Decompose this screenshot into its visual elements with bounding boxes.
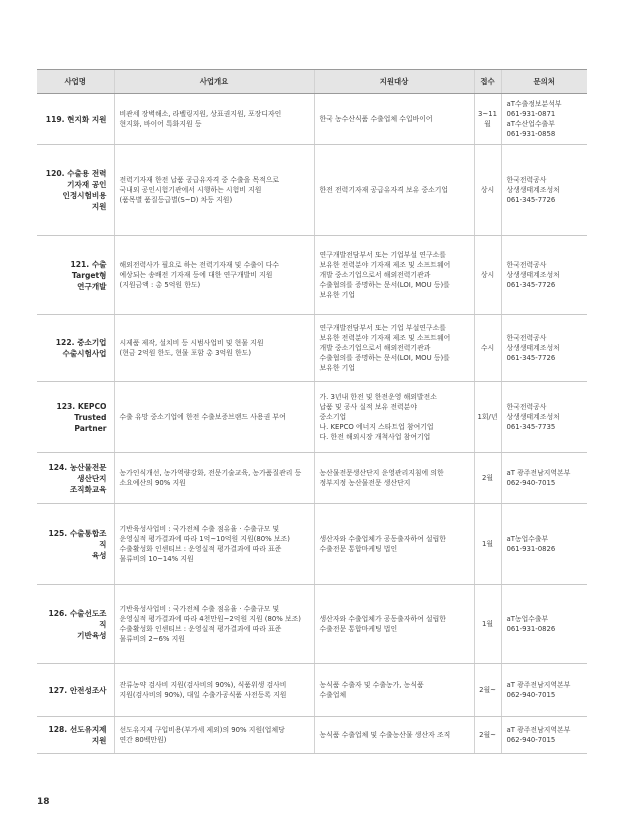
table-row: [37, 315, 587, 382]
table-row: [37, 382, 587, 453]
header-target: 지원대상: [314, 70, 474, 94]
program-reception: 1회/년: [474, 382, 501, 453]
program-overview: 선도유지제 구입비용(부가세 제외)의 90% 지원(업체당 연간 80백만원): [114, 717, 314, 754]
program-name: 121. 수출 Target형 연구개발: [37, 236, 114, 315]
program-reception: 상시: [474, 145, 501, 236]
table-row: [37, 664, 587, 717]
program-contact: 한국전력공사 상생생태계조성처 061-345-7726: [501, 236, 587, 315]
table-row: [37, 717, 587, 754]
program-contact: aT 광주전남지역본부 062-940-7015: [501, 453, 587, 504]
program-reception: 수시: [474, 315, 501, 382]
program-target: 농식품 수출업체 및 수출농산물 생산자 조직: [314, 717, 474, 754]
program-target: 가. 3년내 한전 및 한전운영 해외발전소 납품 및 공사 실적 보유 전력분야 중소기업 나. KEPCO 에너지 스타트업 참여기업 다. 한전 해외시장 개척사업 참여기업: [314, 382, 474, 453]
program-contact: aT 광주전남지역본부 062-940-7015: [501, 664, 587, 717]
program-overview: 시제품 제작, 설치비 등 시범사업비 및 현물 지원 (현금 2억원 한도, 현물 포함 총 3억원 한도): [114, 315, 314, 382]
program-reception: 2월~: [474, 717, 501, 754]
table-row: [37, 453, 587, 504]
program-target: 농식품 수출자 및 수출농가, 농식품 수출업체: [314, 664, 474, 717]
table-row: [37, 145, 587, 236]
program-name: 123. KEPCO Trusted Partner: [37, 382, 114, 453]
header-contact: 문의처: [501, 70, 587, 94]
page-number: 18: [37, 797, 50, 807]
table-row: [37, 504, 587, 585]
program-name: 120. 수출용 전력 기자재 공인 인정시험비용 지원: [37, 145, 114, 236]
program-contact: aT 광주전남지역본부 062-940-7015: [501, 717, 587, 754]
header-reception: 접수: [474, 70, 501, 94]
program-target: 연구개발전담부서 또는 기업 부설연구소를 보유한 전력분야 기자재 제조 및 소프트웨어 개발 중소기업으로서 해외전력기관과 수출협의를 증명하는 문서(LOI, MOU 등)를 보유한 기업: [314, 315, 474, 382]
program-target: 연구개발전담부서 또는 기업부설 연구소를 보유한 전력분야 기자재 제조 및 소프트웨어 개발 중소기업으로서 해외전력기관과 수출협의를 증명하는 문서(LOI, MOU 등)를 보유한 기업: [314, 236, 474, 315]
program-contact: 한국전력공사 상생생태계조성처 061-345-7726: [501, 145, 587, 236]
program-reception: 3~11 월: [474, 94, 501, 145]
table-row: [37, 585, 587, 664]
program-target: 한전 전력기자재 공급유자격 보유 중소기업: [314, 145, 474, 236]
table-row: [37, 236, 587, 315]
program-name: 128. 선도유지제 지원: [37, 717, 114, 754]
program-target: 농산물전문생산단지 운영관리지침에 의한 정부지정 농산물전문 생산단지: [314, 453, 474, 504]
program-overview: 수출 유망 중소기업에 한전 수출보증브랜드 사용권 부여: [114, 382, 314, 453]
program-contact: 한국전력공사 상생생태계조성처 061-345-7726: [501, 315, 587, 382]
program-reception: 1월: [474, 585, 501, 664]
table-header-row: [37, 70, 587, 94]
program-name: 124. 농산물전문 생산단지 조직화교육: [37, 453, 114, 504]
program-target: 한국 농수산식품 수출업체 수입바이어: [314, 94, 474, 145]
program-target: 생산자와 수출업체가 공동출자하여 설립한 수출전문 통합마케팅 법인: [314, 504, 474, 585]
program-contact: aT농업수출부 061-931-0826: [501, 585, 587, 664]
program-name: 127. 안전성조사: [37, 664, 114, 717]
support-program-table: [37, 69, 587, 754]
program-contact: aT농업수출부 061-931-0826: [501, 504, 587, 585]
program-overview: 전력기자재 한전 납품 공급유자격 중 수출을 목적으로 국내외 공인시험기관에서 시행하는 시험비 지원 (품목별 품질등급별(S~D) 차등 지원): [114, 145, 314, 236]
header-overview: 사업개요: [114, 70, 314, 94]
program-name: 125. 수출통합조직 육성: [37, 504, 114, 585]
program-target: 생산자와 수출업체가 공동출자하여 설립한 수출전문 통합마케팅 법인: [314, 585, 474, 664]
program-overview: 비관세 장벽해소, 라벨링지원, 상표권지원, 포장디자인 현지화, 바이어 특화지원 등: [114, 94, 314, 145]
table-row: [37, 94, 587, 145]
program-overview: 해외전력사가 필요로 하는 전력기자재 및 수출이 다수 예상되는 송배전 기자재 등에 대한 연구개발비 지원 (지원금액 : 총 5억원 한도): [114, 236, 314, 315]
program-reception: 1월: [474, 504, 501, 585]
program-overview: 농가인식개선, 농가역량강화, 전문기술교육, 농가품질관리 등 소요예산의 90% 지원: [114, 453, 314, 504]
program-name: 122. 중소기업 수출시험사업: [37, 315, 114, 382]
program-overview: 기반육성사업비 : 국가전체 수출 점유율 · 수출규모 및 운영실적 평가결과에 따라 4천만원~2억원 지원 (80% 보조) 수출활성화 인센티브 : 운영실적 평가결과에 따라 표준 물류비의 2~6% 지원: [114, 585, 314, 664]
program-name: 126. 수출선도조직 기반육성: [37, 585, 114, 664]
program-reception: 2월: [474, 453, 501, 504]
header-program-name: 사업명: [37, 70, 114, 94]
program-reception: 상시: [474, 236, 501, 315]
program-overview: 기반육성사업비 : 국가전체 수출 점유율 · 수출규모 및 운영실적 평가결과에 따라 1억~10억원 지원(80% 보조) 수출활성화 인센티브 : 운영실적 평가결과에 따라 표준 물류비의 10~14% 지원: [114, 504, 314, 585]
program-overview: 잔류농약 검사비 지원(검사비의 90%), 식품위생 검사비 지원(검사비의 90%), 대일 수출가공식품 사전등록 지원: [114, 664, 314, 717]
program-contact: aT수출정보분석부 061-931-0871 aT수산업수출부 061-931-0858: [501, 94, 587, 145]
program-reception: 2월~: [474, 664, 501, 717]
program-name: 119. 현지화 지원: [37, 94, 114, 145]
program-contact: 한국전력공사 상생생태계조성처 061-345-7735: [501, 382, 587, 453]
